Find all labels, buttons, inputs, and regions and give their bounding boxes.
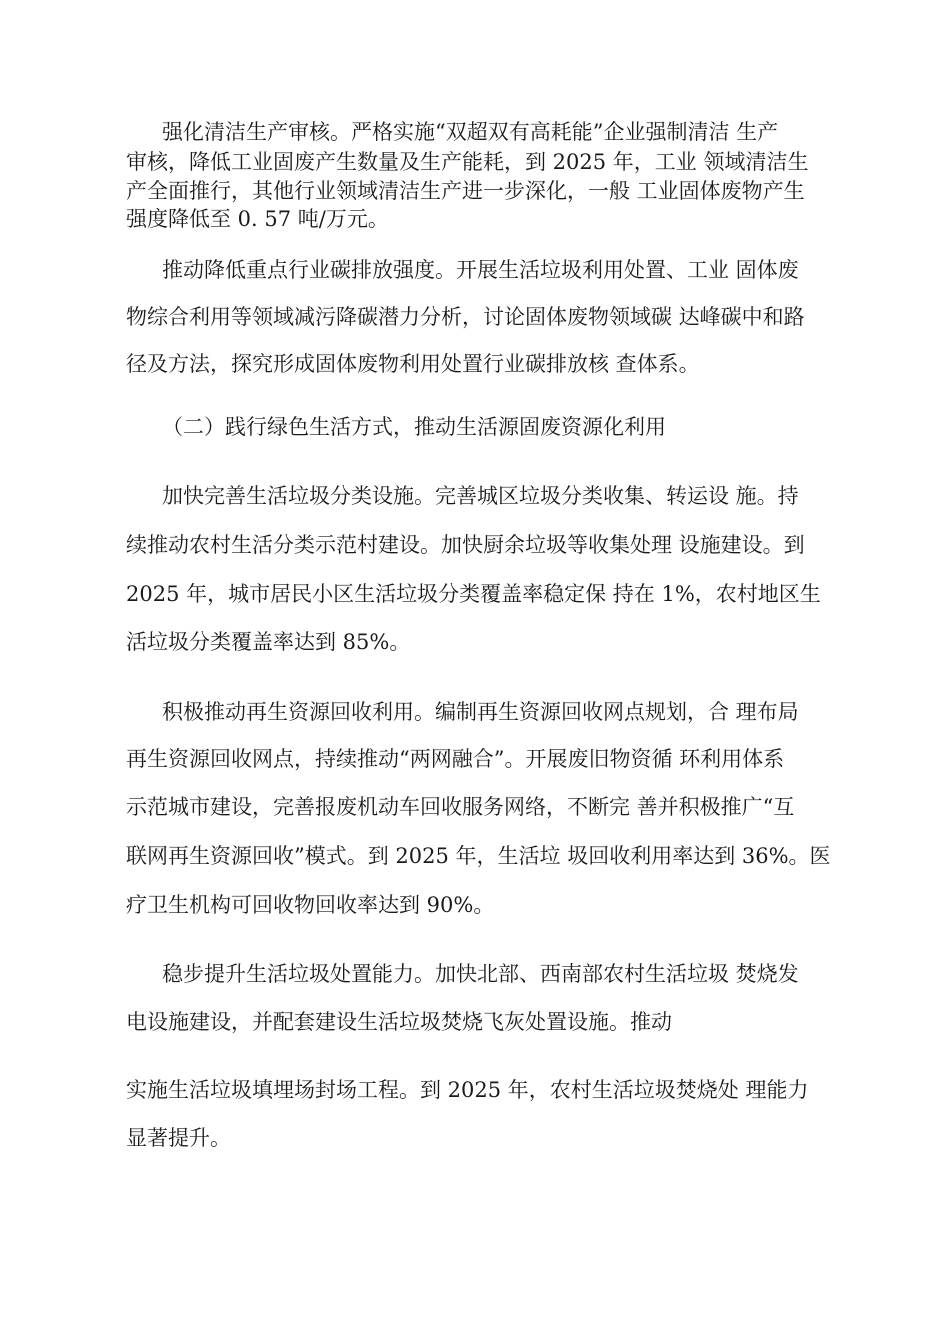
section-heading: （二）践行绿色生活方式，推动生活源固废资源化利用 <box>162 415 666 439</box>
paragraph-line: 推动降低重点行业碳排放强度。开展生活垃圾利用处置、工业 固体废 <box>162 258 799 282</box>
paragraph-line: 强化清洁生产审核。严格实施“双超双有高耗能”企业强制清洁 生产 <box>162 120 779 144</box>
paragraph-line: 活垃圾分类覆盖率达到 85%。 <box>126 630 411 654</box>
paragraph-line: 再生资源回收网点，持续推动“两网融合”。开展废旧物资循 环利用体系 <box>126 747 785 771</box>
paragraph-line: 疗卫生机构可回收物回收率达到 90%。 <box>126 893 495 917</box>
paragraph-line: 电设施建设，并配套建设生活垃圾焚烧飞灰处置设施。推动 <box>126 1010 672 1034</box>
paragraph-line: 显著提升。 <box>126 1126 231 1150</box>
paragraph-line: 审核，降低工业固废产生数量及生产能耗，到 2025 年，工业 领域清洁生 <box>126 150 809 174</box>
paragraph-line: 联网再生资源回收”模式。到 2025 年，生活垃 圾回收利用率达到 36%。医 <box>126 844 831 868</box>
paragraph-line: 续推动农村生活分类示范村建设。加快厨余垃圾等收集处理 设施建设。到 <box>126 533 805 557</box>
paragraph-line: 积极推动再生资源回收利用。编制再生资源回收网点规划，合 理布局 <box>162 700 799 724</box>
paragraph-line: 物综合利用等领域减污降碳潜力分析，讨论固体废物领域碳 达峰碳中和路 <box>126 305 805 329</box>
paragraph-line: 加快完善生活垃圾分类设施。完善城区垃圾分类收集、转运设 施。持 <box>162 484 799 508</box>
paragraph-line: 2025 年，城市居民小区生活垃圾分类覆盖率稳定保 持在 1%，农村地区生 <box>126 582 821 606</box>
paragraph-line: 稳步提升生活垃圾处置能力。加快北部、西南部农村生活垃圾 焚烧发 <box>162 962 799 986</box>
paragraph-line: 示范城市建设，完善报废机动车回收服务网络，不断完 善并积极推广“互 <box>126 795 795 819</box>
paragraph-line: 产全面推行，其他行业领域清洁生产进一步深化，一般 工业固体废物产生 <box>126 179 805 203</box>
paragraph-line: 径及方法，探究形成固体废物利用处置行业碳排放核 查体系。 <box>126 352 700 376</box>
paragraph-line: 实施生活垃圾填埋场封场工程。到 2025 年，农村生活垃圾焚烧处 理能力 <box>126 1078 809 1102</box>
paragraph-line: 强度降低至 0. 57 吨/万元。 <box>126 207 389 231</box>
